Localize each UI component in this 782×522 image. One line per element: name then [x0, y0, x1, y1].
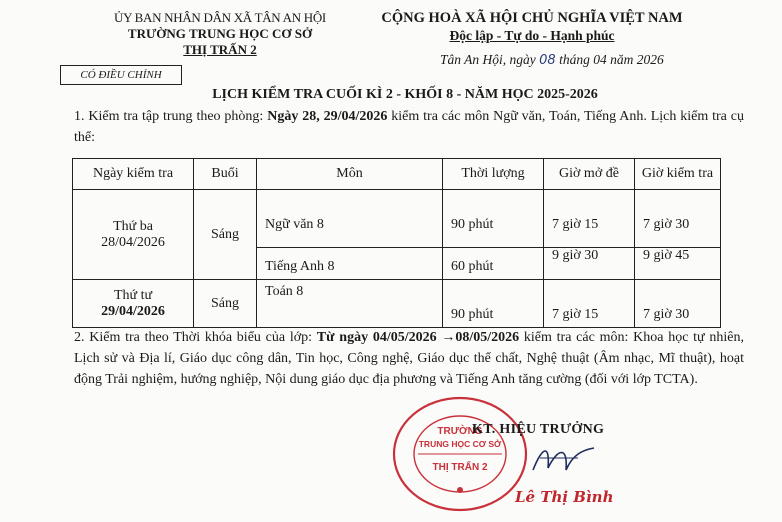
stamp-line-1: TRƯỜNG [437, 426, 483, 437]
handwritten-signature [528, 440, 598, 480]
col-header-session: Buổi [194, 159, 257, 190]
section-1-paragraph [74, 106, 744, 148]
section-1-text-a: 1. Kiểm tra tập trung theo phòng: [74, 109, 268, 124]
col-header-duration: Thời lượng [443, 159, 544, 190]
subject-cell: Tiếng Anh 8 [257, 248, 443, 280]
table-row [73, 280, 721, 328]
national-motto: Độc lập - Tự do - Hạnh phúc [449, 28, 615, 43]
date-suffix: tháng 04 năm 2026 [555, 52, 664, 67]
open-time-cell: 7 giờ 15 [544, 190, 635, 248]
day-cell-tuesday [73, 190, 194, 280]
date-line [440, 52, 664, 68]
section-1-dates: Ngày 28, 29/04/2026 [267, 109, 388, 124]
signer-name: Lê Thị Bình [515, 488, 614, 506]
signatory-title: KT. HIỆU TRƯỞNG [472, 422, 605, 437]
start-time-cell: 7 giờ 30 [635, 280, 721, 328]
col-header-subject: Môn [257, 159, 443, 190]
school-name-line2: THỊ TRẤN 2 [183, 42, 257, 57]
day-cell-wednesday [73, 280, 194, 328]
col-header-date: Ngày kiểm tra [73, 159, 194, 190]
issuer-block [70, 10, 370, 58]
exam-schedule-table [72, 158, 721, 328]
duration-cell: 90 phút [443, 280, 544, 328]
date-day-handwritten: 08 [539, 53, 556, 68]
section-2-paragraph [74, 327, 744, 390]
open-time-cell: 9 giờ 30 [544, 248, 635, 280]
day-name: Thứ ba [113, 218, 153, 234]
col-header-start-time: Giờ kiểm tra [635, 159, 721, 190]
date-prefix: Tân An Hội, ngày [440, 52, 540, 67]
national-header [352, 10, 712, 44]
section-2-dates: Từ ngày 04/05/2026 →08/05/2026 [316, 330, 520, 345]
col-header-open-time: Giờ mở đề [544, 159, 635, 190]
session-cell: Sáng [194, 280, 257, 328]
open-time-cell: 7 giờ 15 [544, 280, 635, 328]
section-1-text-b: kiểm tra các môn Ngữ văn, Toán, Tiếng Anh. Lịch kiểm tra cụ thể: [74, 109, 744, 145]
stamp-line-2: TRUNG HỌC CƠ SỞ [418, 439, 502, 449]
subject-cell: Ngữ văn 8 [257, 190, 443, 248]
day-date: 28/04/2026 [101, 234, 165, 250]
start-time-cell: 9 giờ 45 [635, 248, 721, 280]
nation-title: CỘNG HOÀ XÃ HỘI CHỦ NGHĨA VIỆT NAM [381, 10, 683, 26]
table-row [73, 190, 721, 248]
stamp-line-3: THỊ TRẤN 2 [432, 462, 488, 473]
duration-cell: 90 phút [443, 190, 544, 248]
start-time-cell: 7 giờ 30 [635, 190, 721, 248]
duration-cell: 60 phút [443, 248, 544, 280]
issuer-org: ỦY BAN NHÂN DÂN XÃ TÂN AN HỘI [114, 10, 326, 25]
section-2-text-b: kiểm tra các môn: Khoa học tự nhiên, Lịch sử và Địa lí, Giáo dục công dân, Tin học, Công nghệ, Giáo dục thể chất, Nghệ thuật (Âm nhạc, Mĩ thuật), hoạt động Trải nghiệm, hướng nghiệp, Nội dung giáo dục địa phương và Tiếng Anh tăng cường (đối với lớp TCTA). [74, 330, 744, 387]
school-seal-stamp [388, 394, 528, 514]
table-header-row [73, 159, 721, 190]
school-name-line1: TRƯỜNG TRUNG HỌC CƠ SỞ [127, 26, 313, 41]
day-name: Thứ tư [113, 287, 153, 303]
day-date: 29/04/2026 [101, 303, 165, 319]
document-title: LỊCH KIỂM TRA CUỐI KÌ 2 - KHỐI 8 - NĂM HỌC 2025-2026 [212, 87, 598, 102]
session-cell: Sáng [194, 190, 257, 280]
section-2-text-a: 2. Kiểm tra theo Thời khóa biểu của lớp: [74, 330, 317, 345]
adjusted-badge: CÓ ĐIỀU CHỈNH [60, 65, 182, 85]
subject-cell: Toán 8 [257, 280, 443, 328]
